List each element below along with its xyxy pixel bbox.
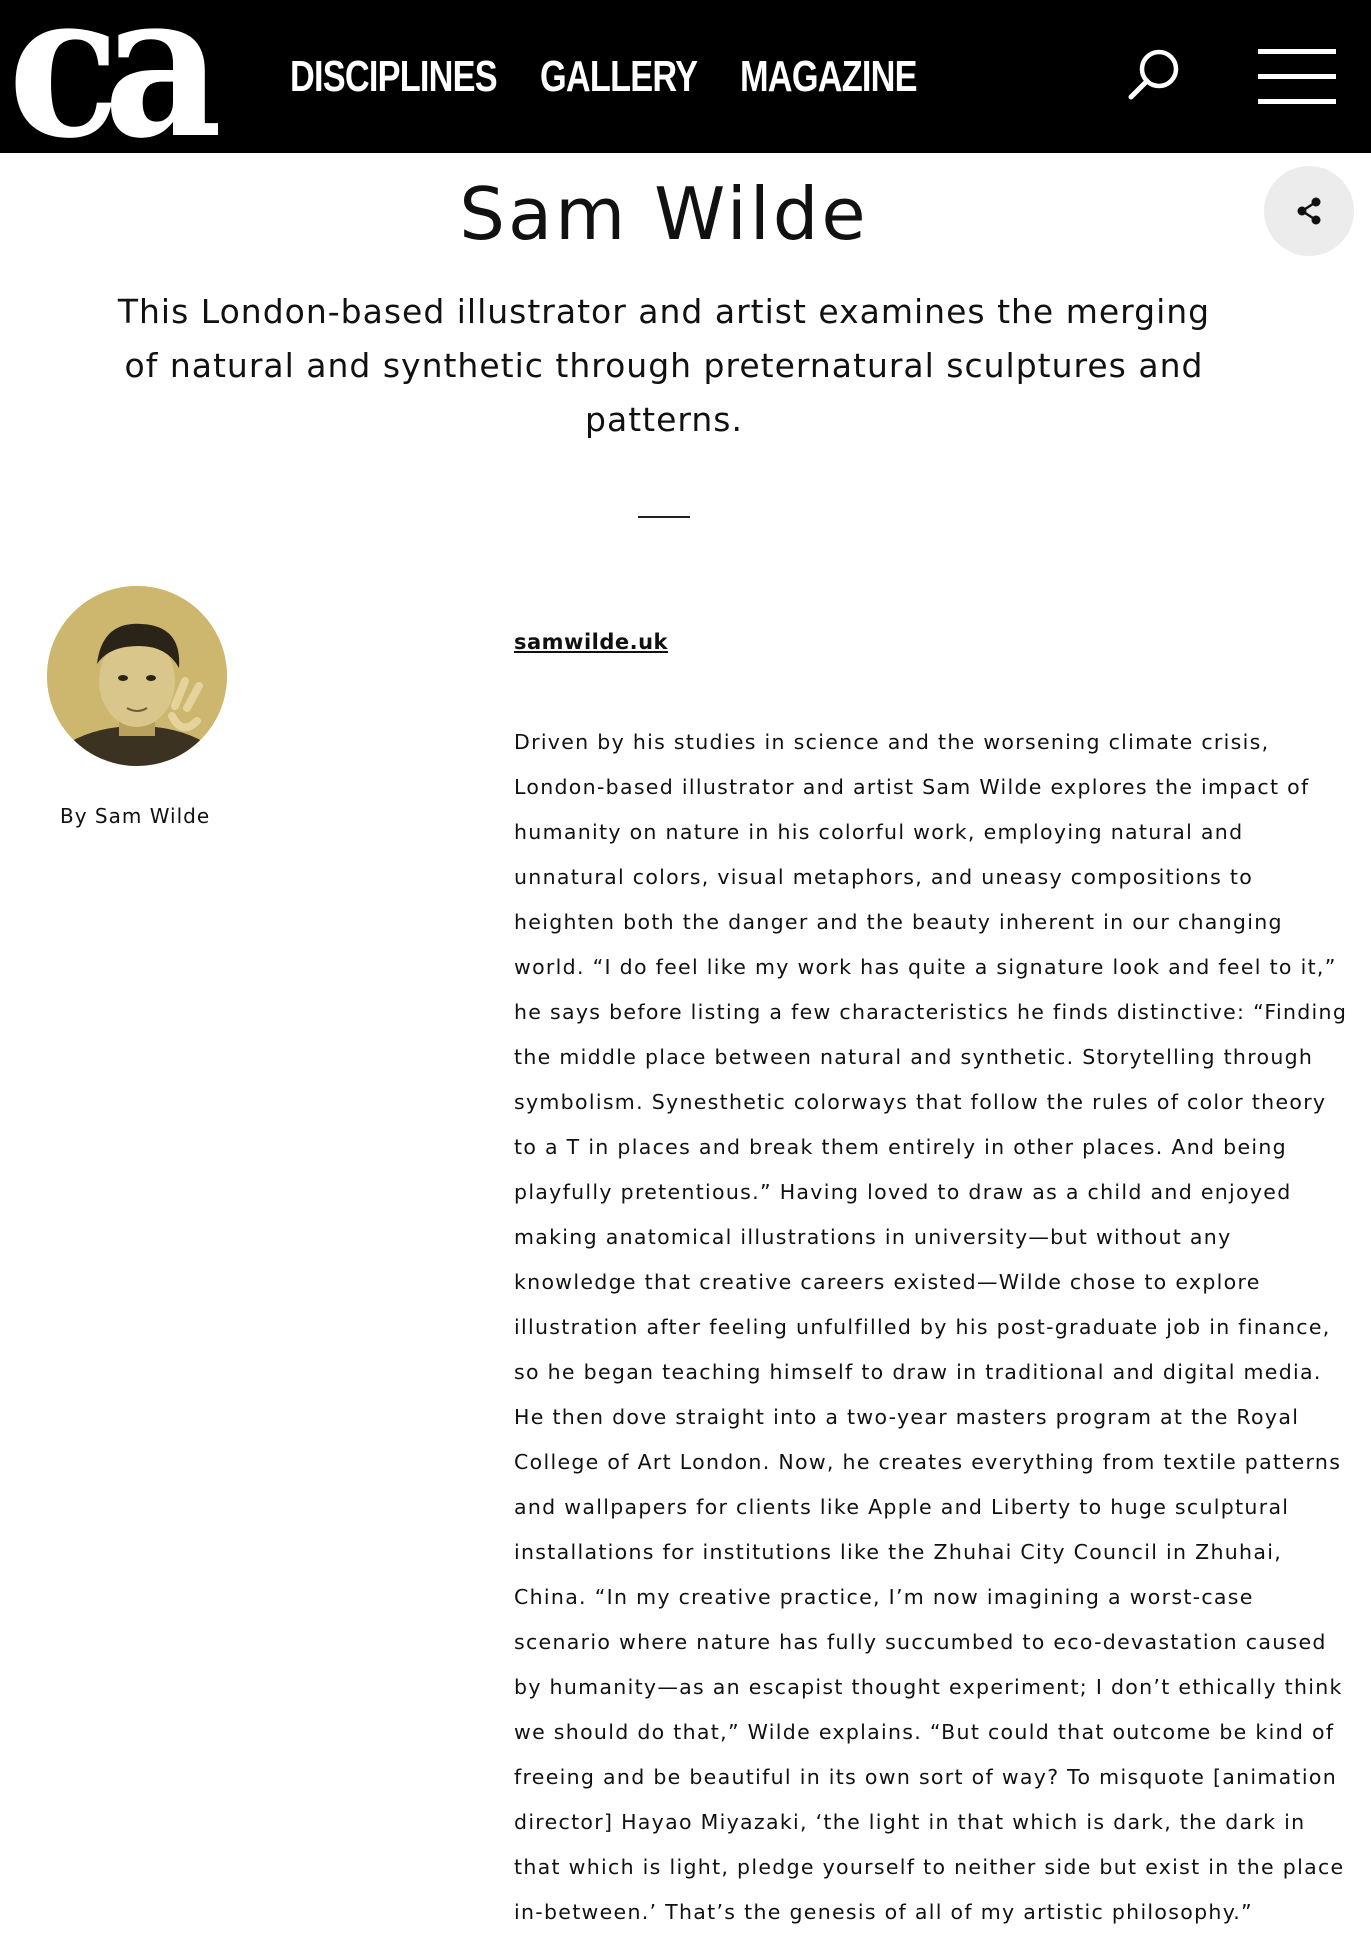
hamburger-menu-icon [1258, 49, 1336, 54]
menu-button[interactable] [1258, 49, 1336, 105]
nav-gallery[interactable]: GALLERY [540, 52, 698, 101]
nav-magazine[interactable]: MAGAZINE [740, 52, 917, 101]
site-logo[interactable] [8, 0, 218, 153]
page-subtitle: This London-based illustrator and artist examines the merging of natural and synthetic through preternatural sculptures and patterns. [117, 292, 1211, 439]
search-button[interactable] [1125, 45, 1185, 105]
author-byline: By Sam Wilde [60, 804, 211, 828]
page-title: Sam Wilde [459, 172, 869, 256]
site-header [0, 0, 1371, 153]
nav-disciplines[interactable]: DISCIPLINES [290, 52, 497, 101]
search-icon [1125, 45, 1185, 105]
artist-website-link[interactable]: samwilde.uk [514, 630, 669, 654]
divider [638, 516, 690, 518]
article-body: Driven by his studies in science and the worsening climate crisis, London-based illustrator and artist Sam Wilde explores the impact of humanity on nature in his colorful work, employing natural and unnatural colors, visual metaphors, and uneasy compositions to heighten both the danger and the beauty inherent in our changing world. “I do feel like my work has quite a signature look and feel to it,” he says before listing a few characteristics he finds distinctive: “Finding the middle place between natural and synthetic. Storytelling through symbolism. Synesthetic colorways that follow the rules of color theory to a T in places and break them entirely in other places. And being playfully pretentious.” Having loved to draw as a child and enjoyed making anatomical illustrations in university—but without any knowledge that creative careers existed—Wilde chose to explore illustration after feeling unfulfilled by his post-graduate job in finance, so he began teaching himself to draw in traditional and digital media. He then dove straight into a two-year masters program at the Royal College of Art London. Now, he creates everything from textile patterns and wallpapers for clients like Apple and Liberty to huge sculptural installations for institutions like the Zhuhai City Council in Zhuhai, China. “In my creative practice, I’m now imagining a worst-case scenario where nature has fully succumbed to eco-devastation caused by humanity—as an escapist thought experiment; I don’t ethically think we should do that,” Wilde explains. “But could that outcome be kind of freeing and be beautiful in its own sort of way? To misquote [animation director] Hayao Miyazaki, ‘the light in that which is dark, the dark in that which is light, pledge yourself to neither side but exist in the place in-between.’ That’s the genesis of all of my artistic philosophy.” [514, 730, 1348, 1924]
logo-text: ca [8, 0, 207, 153]
author-avatar [47, 586, 227, 766]
hamburger-menu-icon [1258, 74, 1336, 79]
hamburger-menu-icon [1258, 99, 1336, 104]
author-portrait [47, 586, 227, 766]
